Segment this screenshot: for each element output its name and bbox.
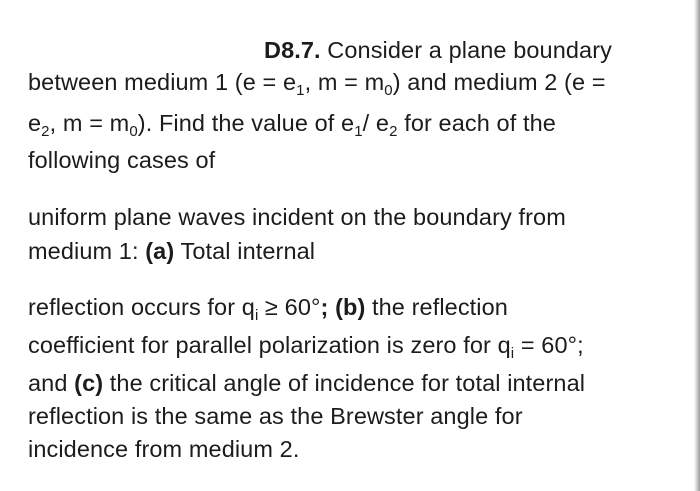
problem-label: D8.7. [264, 37, 321, 63]
part-b-label: (b) [328, 294, 366, 320]
problem-text-span: , m = m [49, 110, 130, 136]
subscript: 0 [384, 82, 393, 99]
problem-text-span: / e [362, 110, 390, 136]
problem-text-span: ). Find the value of e [137, 110, 355, 136]
problem-text-span: the critical angle of incidence for total internal [103, 370, 586, 396]
problem-line-2 [28, 67, 606, 97]
problem-text-span: the reflection [365, 294, 508, 320]
problem-text-span: = 60°; [514, 332, 584, 358]
problem-line-9 [28, 368, 585, 398]
problem-text-span: and [28, 370, 75, 396]
inequality-symbol: ≥ [258, 294, 285, 320]
problem-text-span: reflection occurs for q [28, 294, 255, 320]
subscript: i [254, 307, 259, 324]
problem-line-3 [28, 108, 556, 138]
problem-line-5: uniform plane waves incident on the boundary from [28, 204, 566, 230]
subscript: 1 [296, 82, 305, 99]
part-a-label: (a) [145, 238, 175, 264]
problem-line-8 [28, 330, 584, 360]
subscript: i [510, 345, 515, 362]
problem-text-span: medium 1: [28, 238, 146, 264]
problem-text-span: between medium 1 (e = e [28, 69, 297, 95]
page-edge-shadow [694, 0, 700, 491]
problem-line-7 [28, 292, 508, 322]
part-c-label: (c) [74, 370, 104, 396]
problem-text-span: coefficient for parallel polarization is zero for q [28, 332, 511, 358]
problem-line-6 [28, 236, 315, 266]
problem-text-span: 60° [284, 294, 321, 320]
problem-text-span: ) and medium 2 (e = [392, 69, 606, 95]
problem-line-1 [264, 35, 612, 65]
problem-line-4: following cases of [28, 147, 216, 173]
subscript: 2 [389, 123, 398, 140]
subscript: 1 [354, 123, 363, 140]
problem-text-span: e [28, 110, 42, 136]
problem-text-span: for each of the [397, 110, 556, 136]
subscript: 2 [41, 123, 50, 140]
problem-text-span: Total internal [174, 238, 316, 264]
problem-text-span: ; [320, 294, 329, 320]
problem-text-span: , m = m [304, 69, 385, 95]
problem-text-span: Consider a plane boundary [320, 37, 612, 63]
subscript: 0 [129, 123, 138, 140]
problem-line-10: reflection is the same as the Brewster angle for [28, 403, 523, 429]
problem-line-11: incidence from medium 2. [28, 436, 300, 462]
